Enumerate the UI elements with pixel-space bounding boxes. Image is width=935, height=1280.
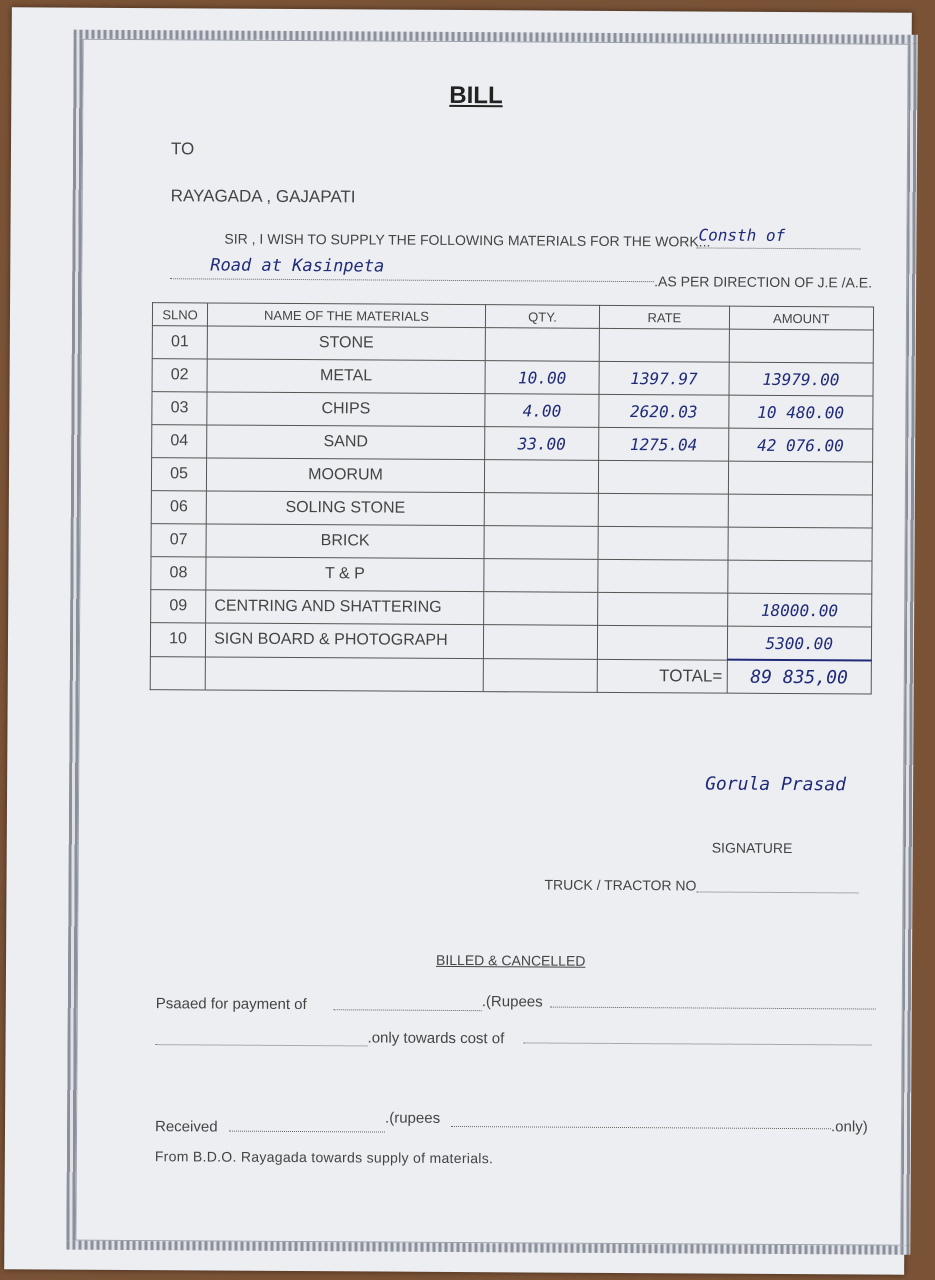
col-header-amount: AMOUNT [729, 306, 874, 330]
direction-text: .AS PER DIRECTION OF J.E /A.E. [654, 273, 873, 291]
row-material: METAL [207, 359, 485, 394]
row-amount: 13979.00 [729, 362, 874, 396]
total-empty-cell [483, 658, 598, 692]
row-qty [484, 493, 599, 527]
rupees-label: .(Rupees [481, 993, 543, 1011]
row-amount [728, 527, 873, 561]
row-material: MOORUM [207, 458, 485, 493]
work-handwritten-2: Road at Kasinpeta [210, 255, 385, 277]
table-row [152, 392, 873, 429]
row-slno: 10 [150, 623, 205, 657]
row-amount: 10 480.00 [728, 395, 873, 429]
row-qty: 10.00 [485, 361, 600, 395]
billed-cancelled: BILLED & CANCELLED [436, 951, 586, 969]
row-rate [598, 559, 728, 593]
row-material: T & P [206, 557, 484, 592]
row-qty [484, 526, 599, 560]
row-material: BRICK [206, 524, 484, 559]
passed-label: Psaaed for payment of [155, 995, 307, 1014]
intro-text: SIR , I WISH TO SUPPLY THE FOLLOWING MATERIALS FOR THE WORK... [224, 230, 711, 250]
materials-table [150, 302, 874, 694]
row-material: CHIPS [207, 392, 485, 427]
row-rate: 1397.97 [599, 361, 729, 395]
row-slno: 08 [151, 557, 206, 590]
row-amount [728, 494, 873, 528]
table-row [151, 524, 872, 561]
table-row [151, 590, 872, 627]
row-material: SIGN BOARD & PHOTOGRAPH [206, 623, 484, 658]
received-label: Received [154, 1118, 218, 1136]
row-qty [485, 328, 600, 362]
signature-handwritten: Gorula Prasad [705, 773, 847, 796]
row-slno: 02 [152, 359, 207, 392]
row-slno: 06 [151, 491, 206, 524]
table-row [151, 557, 872, 594]
row-material: STONE [207, 326, 485, 361]
row-material: SOLING STONE [206, 491, 484, 526]
rupees-label-2: .(rupees [385, 1109, 441, 1127]
total-row [150, 656, 871, 694]
row-amount: 18000.00 [727, 593, 872, 627]
table-row [152, 359, 873, 396]
row-material: CENTRING AND SHATTERING [206, 590, 484, 625]
row-rate [598, 493, 728, 527]
col-header-slno: SLNO [152, 303, 207, 326]
only-label: .only) [830, 1118, 868, 1136]
row-qty [483, 625, 598, 659]
row-material: SAND [207, 425, 485, 460]
work-handwritten-1: Consth of [698, 225, 786, 245]
table-row [150, 623, 871, 661]
col-header-rate: RATE [600, 305, 729, 329]
signature-label: SIGNATURE [711, 839, 793, 857]
row-rate [599, 460, 729, 494]
row-qty [484, 460, 599, 494]
row-rate: 2620.03 [599, 394, 729, 428]
row-rate [598, 592, 728, 626]
row-slno: 09 [151, 590, 206, 623]
total-empty-cell [205, 656, 483, 691]
row-slno: 01 [152, 326, 207, 359]
to-label: TO [170, 139, 195, 159]
col-header-name: NAME OF THE MATERIALS [208, 303, 486, 328]
total-empty-cell [150, 656, 205, 690]
row-amount [728, 461, 873, 495]
row-rate [598, 526, 728, 560]
bill-title: BILL [449, 81, 503, 110]
row-qty [484, 559, 599, 593]
row-qty: 4.00 [485, 394, 600, 428]
row-slno: 07 [151, 524, 206, 557]
table-row [152, 425, 873, 462]
from-text: From B.D.O. Rayagada towards supply of materials. [154, 1148, 494, 1167]
row-rate: 1275.04 [599, 427, 729, 461]
table-row [151, 491, 872, 528]
row-slno: 05 [151, 458, 206, 491]
table-row [152, 326, 873, 363]
total-label: TOTAL= [597, 659, 727, 693]
bill-paper [4, 7, 912, 1274]
row-amount [729, 329, 874, 363]
table-row [151, 458, 872, 495]
row-rate [598, 625, 728, 659]
col-header-qty: QTY. [485, 305, 599, 329]
row-rate [599, 328, 729, 362]
row-amount: 5300.00 [727, 626, 872, 660]
row-qty: 33.00 [485, 427, 600, 461]
row-slno: 03 [152, 392, 207, 425]
total-value: 89 835,00 [727, 660, 872, 694]
row-qty [484, 592, 599, 626]
only-towards: .only towards cost of [367, 1029, 505, 1048]
row-amount [727, 560, 872, 594]
address: RAYAGADA , GAJAPATI [170, 186, 356, 207]
row-slno: 04 [152, 425, 207, 458]
row-amount: 42 076.00 [728, 428, 873, 462]
truck-label: TRUCK / TRACTOR NO [544, 876, 697, 894]
